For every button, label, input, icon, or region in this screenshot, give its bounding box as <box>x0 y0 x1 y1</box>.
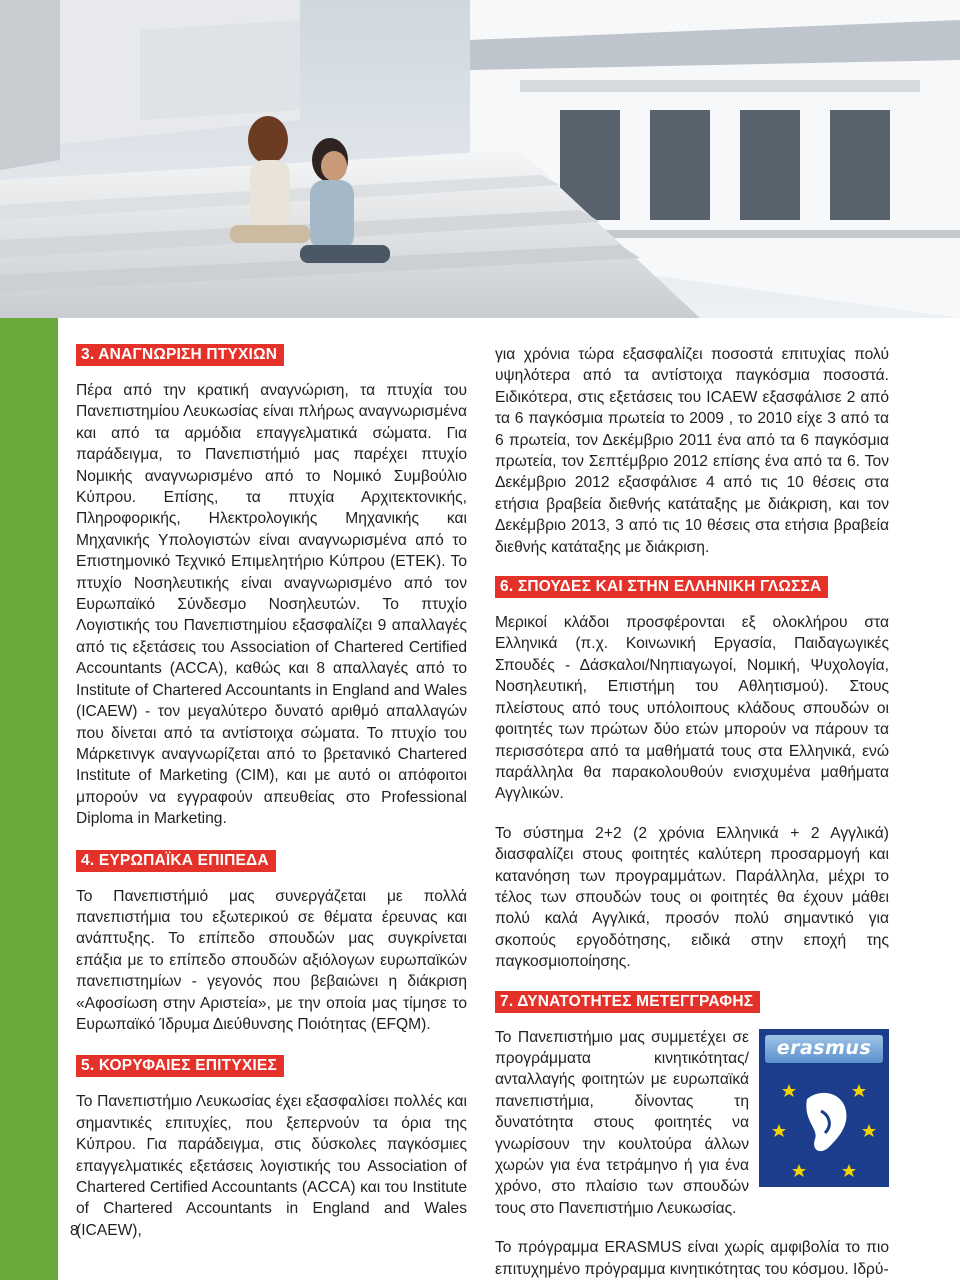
section-3-paragraph: Πέρα από την κρατική αναγνώριση, τα πτυχία του Πανεπιστημίου Λευκωσίας είναι πλήρως αναγνωρισμένα και από τα αρμόδια επαγγελματικά σώματα. Για παράδειγμα, το Πανεπιστήμιό μας παρέχει πτυχίο Νομικής αναγνωρισμένο από το Νομικό Συμβούλιο Κύπρου. Επίσης, τα πτυχία Αρχιτεκτονικής, Πληροφορικής, Ηλεκτρολογικής Μηχανικής και Μηχανικής Υπολογιστών είναι αναγνωρισμένα από το Επιστημονικό Τεχνικό Επιμελητήριο Κύπρου (ΕΤΕΚ). Το πτυχίο Νοσηλευτικής είναι αναγνωρισμένο από τον Ευρωπαϊκό Σύνδεσμο Νοσηλευτών. Το πτυχίο Λογιστικής του Πανεπιστημίου εξασφαλίζει 9 απαλλαγές από τις εξετάσεις του Association of Chartered Certified Accountants (ACCA), καθώς και 8 απαλλαγές από το Institute of Chartered Accountants in England and Wales (ICAEW) - τον μεγαλύτερο δυνατό αριθμό απαλλαγών που δίνεται από τα αντίστοιχα σώματα. Το πτυχίο του Μάρκετινγκ αναγνωρίζεται από το βρετανικό Chartered Institute of Marketing (CIM), και με αυτό οι απόφοιτοι μπορούν να εγγραφούν απευθείας στο Professional Diploma in Marketing. <box>76 382 467 828</box>
section-5-paragraph: Το Πανεπιστήμιο Λευκωσίας έχει εξασφαλίσει πολλές και σημαντικές επιτυχίες, που ξεπερνούν τα όρια της Κύπρου. Για παράδειγμα, στις δύσκολες παγκόσμιες επαγγελματικές εξετάσεις λογιστικής του Association of Chartered Certified Accountants (ACCA) και του Institute of Chartered Accountants in England and Wales (ICAEW), <box>76 1093 467 1239</box>
section-6-paragraph-1: Μερικοί κλάδοι προσφέρονται εξ ολοκλήρου στα Ελληνικά (π.χ. Κοινωνική Εργασία, Παιδαγωγικές Σπουδές - Δάσκαλοι/Νηπιαγωγοί, Νομική, Ψυχολογία, Νοσηλευτική, Επιστήμη του Αθλητισμού). Στους πλείστους από τους υπόλοιπους κλάδους σπουδών οι φοιτητές των πρώτων δύο ετών μπορούν να πάρουν τα περισσότερα από τα μαθήματά τους στα Ελληνικά, ενώ παράλληλα θα παρακολουθούν ενισχυμένα μαθήματα Αγγλικών. <box>495 614 889 803</box>
section-4-heading: 4. ΕΥΡΩΠΑΪΚΑ ΕΠΙΠΕΔΑ <box>76 850 276 872</box>
left-column <box>76 344 467 1241</box>
section-4-paragraph: Το Πανεπιστήμιό μας συνεργάζεται με πολλά πανεπιστήμια του εξωτερικού σε θέματα έρευνας και ανάπτυξης. Το επίπεδο σπουδών μας συγκρίνεται επάξια με το επίπεδο σπουδών αξιόλογων ευρωπαϊκών πανεπιστημίων - γεγονός που βεβαιώνει η διάκριση «Αφοσίωση στην Αριστεία», με την οποία μας τίμησε το Ευρωπαϊκό Ίδρυμα Διεύθυνσης Ποιότητας (EFQM). <box>76 887 467 1033</box>
section-3-heading: 3. ΑΝΑΓΝΩΡΙΣΗ ΠΤΥΧΙΩΝ <box>76 344 284 366</box>
erasmus-figure-icon <box>759 1029 889 1187</box>
erasmus-logo-image <box>759 1029 889 1187</box>
side-accent-bar <box>0 318 58 1280</box>
page-number: 8 <box>70 1222 79 1239</box>
section-7-heading: 7. ΔΥΝΑΤΟΤΗΤΕΣ ΜΕΤΕΓΓΡΑΦΗΣ <box>495 991 760 1013</box>
campus-photo <box>0 0 960 318</box>
right-column <box>495 344 889 1280</box>
section-5-heading: 5. ΚΟΡΥΦΑΙΕΣ ΕΠΙΤΥΧΙΕΣ <box>76 1055 284 1077</box>
section-7-paragraph-1: Το Πανεπιστήμιο μας συμμετέχει σε προγράμματα κινητικότητας/ανταλλαγής φοιτητών με ευρωπαϊκά πανεπιστήμια, δίνοντας τη δυνατότητα στους φοιτητές να γνωρίσουν την κουλτούρα άλλων χωρών για ένα τετράμηνο ή για ένα χρόνο, στο πλαίσιο των σπουδών τους στο Πανεπιστήμιο Λευκωσίας. <box>495 1028 749 1217</box>
section-6-paragraph-2: Το σύστημα 2+2 (2 χρόνια Ελληνικά + 2 Αγγλικά) διασφαλίζει στους φοιτητές καλύτερη προσαρμογή και κατανόηση των προγραμμάτων. Παράλληλα, μέχρι το τέλος των σπουδών τους οι φοιτητές θα έχουν μάθει πολύ καλά Αγγλικά, προσόν πολύ σημαντικό για σκοπούς εργοδότησης, ειδικά στην εποχή της παγκοσμιοποίησης. <box>495 824 889 971</box>
section-6-heading: 6. ΣΠΟΥΔΕΣ ΚΑΙ ΣΤΗΝ ΕΛΛΗΝΙΚΗ ΓΛΩΣΣΑ <box>495 576 828 598</box>
section-7-paragraph-2: Το πρόγραμμα ERASMUS είναι χωρίς αμφιβολία το πιο επιτυχημένο πρόγραμμα κινητικότητας του κόσμου. Ιδρύ- <box>495 1239 889 1278</box>
erasmus-logo-text: erasmus <box>776 1036 872 1059</box>
section-5-continuation: για χρόνια τώρα εξασφαλίζει ποσοστά επιτυχίας πολύ υψηλότερα από τα αντίστοιχα παγκόσμια ποσοστά. Ειδικότερα, στις εξετάσεις του ICAEW εξασφάλισε 2 από τα 6 παγκόσμια πρωτεία το 2009 , το 2010 είχε 3 από τα 6 πρωτεία, τον Δεκέμβριο 2011 ένα από τα 6 παγκόσμια πρωτεία, τον Σεπτέμβριο 2012 επίσης ένα από τα 6. Τον Δεκέμβριο 2012 εξασφάλισε 4 από τις 10 θέσεις στα ετήσια βραβεία διεθνής κατάταξης με διάκριση, και τον Δεκέμβριο 2013, 3 από τις 10 θέσεις στα ετήσια βραβεία διεθνής κατάταξης με διάκριση. <box>495 346 889 556</box>
campus-photo-illustration <box>0 0 960 318</box>
